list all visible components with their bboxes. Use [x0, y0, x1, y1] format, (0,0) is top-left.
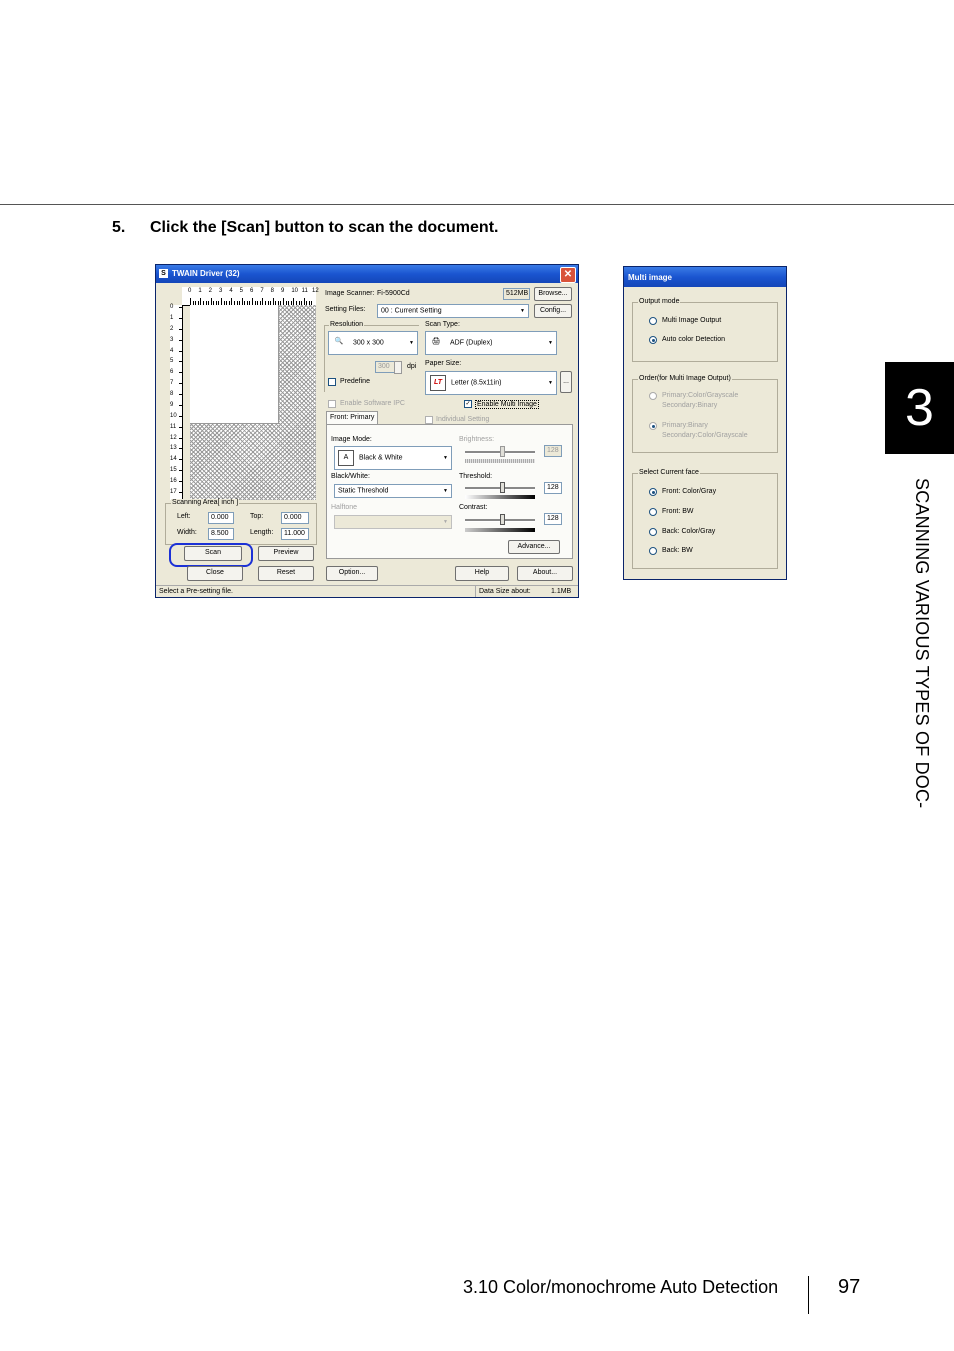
- width-input[interactable]: 8.500: [208, 528, 234, 540]
- ruler-v-tick: [179, 351, 182, 352]
- ruler-v-tick: [179, 361, 182, 362]
- width-label: Width:: [177, 529, 197, 536]
- setting-files-value: 00 : Current Setting: [381, 307, 442, 315]
- paper-size-more-button[interactable]: ...: [560, 371, 572, 393]
- bw-label: Black/White:: [331, 473, 370, 480]
- ruler-v-label: 5: [170, 358, 174, 365]
- reset-button[interactable]: Reset: [258, 566, 314, 581]
- ruler-v-tick: [179, 470, 182, 471]
- step-instruction: [112, 219, 498, 237]
- ruler-v-tick: [179, 416, 182, 417]
- ruler-h-tick: [211, 298, 212, 305]
- multi-image-window: [623, 266, 787, 580]
- ruler-v-label: 9: [170, 401, 174, 408]
- dpi-unit: dpi: [407, 363, 417, 370]
- order-group: [632, 375, 778, 453]
- chevron-down-icon[interactable]: [547, 332, 556, 354]
- ruler-h-label: 12: [312, 288, 319, 294]
- order-label: Order(for Multi Image Output): [639, 375, 731, 382]
- predefine-label: Predefine: [340, 378, 370, 385]
- current-face-label: Select Current face: [639, 469, 699, 476]
- resolution-label: Resolution: [330, 321, 364, 328]
- scanning-area-group: [165, 499, 317, 545]
- ruler-v-label: 14: [170, 456, 177, 463]
- multi-image-output-radio[interactable]: [649, 317, 657, 325]
- enable-multi-label: Enable Multi Image: [477, 401, 537, 408]
- dpi-spinner[interactable]: [394, 361, 402, 374]
- halftone-dropdown[interactable]: [334, 515, 452, 529]
- ruler-v-label: 0: [170, 304, 174, 310]
- paper-size-label: Paper Size:: [425, 360, 462, 367]
- ruler-v-tick: [179, 329, 182, 330]
- multi-image-title: Multi image: [628, 273, 673, 282]
- setting-files-dropdown[interactable]: [377, 304, 529, 318]
- order-primary-binary-radio[interactable]: [649, 422, 657, 430]
- face-back-color-label: Back: Color/Gray: [662, 528, 716, 535]
- ruler-h-tick: [283, 298, 284, 305]
- ruler-v-label: 8: [170, 391, 174, 398]
- order-primary-binary-line1: Primary:Binary: [662, 422, 708, 429]
- ruler-v-label: 2: [170, 325, 174, 332]
- scanner-model: Fi-5900Cd: [377, 290, 410, 297]
- help-button[interactable]: Help: [455, 566, 509, 581]
- twain-title: TWAIN Driver (32): [172, 269, 240, 278]
- current-face-group: [632, 469, 778, 569]
- tab-front-label: Front: Primary: [330, 414, 375, 421]
- ruler-h-label: 2: [208, 288, 212, 294]
- preview-button[interactable]: Preview: [258, 546, 314, 561]
- threshold-slider-thumb[interactable]: [500, 482, 505, 493]
- ruler-v-label: 16: [170, 478, 177, 485]
- chevron-down-icon[interactable]: [408, 332, 417, 354]
- twain-title-bar[interactable]: [156, 265, 578, 283]
- bw-value: Static Threshold: [338, 487, 389, 495]
- ruler-h-tick: [252, 298, 253, 305]
- brightness-slider-thumb[interactable]: [500, 446, 505, 457]
- ruler-v-label: 6: [170, 369, 174, 376]
- face-front-color-label: Front: Color/Gray: [662, 488, 717, 495]
- enable-multi-checkbox[interactable]: ✓: [465, 401, 471, 407]
- paper-preview: [190, 305, 279, 424]
- data-size-label: Data Size about:: [479, 588, 531, 595]
- left-input[interactable]: 0.000: [208, 512, 234, 524]
- predefine-checkbox[interactable]: [328, 378, 336, 386]
- ruler-h-label: 6: [250, 288, 254, 294]
- paper-icon: LT: [430, 375, 446, 391]
- option-button[interactable]: Option...: [326, 566, 378, 581]
- ruler-h-tick: [242, 298, 243, 305]
- auto-color-detection-radio[interactable]: [649, 336, 657, 344]
- auto-color-detection-label: Auto color Detection: [662, 336, 726, 343]
- order-primary-binary-line2: Secondary:Color/Grayscale: [662, 432, 748, 439]
- ruler-h-label: 11: [301, 288, 308, 294]
- ruler-v-label: 1: [170, 314, 174, 321]
- browse-button[interactable]: Browse...: [534, 287, 572, 301]
- ruler-v-tick: [179, 405, 182, 406]
- ruler-h-label: 5: [239, 288, 243, 294]
- ruler-v-tick: [179, 383, 182, 384]
- data-size-value: 1.1MB: [551, 588, 572, 595]
- individual-setting-checkbox[interactable]: [425, 416, 433, 424]
- step-number: 5.: [112, 219, 126, 236]
- ruler-h-tick: [293, 298, 294, 305]
- memory-display: 512MB: [503, 288, 530, 300]
- footer-divider: [808, 1276, 809, 1314]
- face-front-bw-radio[interactable]: [649, 508, 657, 516]
- ruler-h-label: 7: [260, 288, 264, 294]
- ruler-h-label: 9: [281, 288, 285, 294]
- face-front-bw-label: Front: BW: [662, 508, 694, 515]
- ruler-v-label: 11: [170, 423, 177, 430]
- enable-ipc-label: Enable Software IPC: [340, 400, 405, 407]
- image-mode-value: Black & White: [359, 454, 403, 462]
- image-mode-label: Image Mode:: [331, 436, 372, 443]
- ruler-v-label: 4: [170, 347, 174, 354]
- threshold-gradient: [465, 495, 535, 499]
- ruler-v-tick: [179, 372, 182, 373]
- ruler-v-label: 13: [170, 445, 177, 452]
- output-mode-group: [632, 298, 778, 362]
- threshold-value[interactable]: 128: [544, 482, 562, 494]
- ruler-v-label: 17: [170, 489, 177, 495]
- ruler-v-label: 10: [170, 412, 177, 419]
- left-label: Left:: [177, 513, 191, 520]
- length-input[interactable]: 11.000: [281, 528, 309, 540]
- vertical-ruler: [170, 305, 183, 500]
- top-label: Top:: [250, 513, 264, 520]
- horizontal-ruler: [182, 287, 319, 306]
- chevron-down-icon[interactable]: [442, 516, 451, 528]
- brightness-gradient: [465, 459, 535, 463]
- about-button[interactable]: About...: [517, 566, 573, 581]
- close-icon[interactable]: ✕: [560, 267, 576, 283]
- scan-type-dropdown[interactable]: [425, 331, 557, 355]
- ruler-v-label: 3: [170, 336, 174, 343]
- top-input[interactable]: 0.000: [281, 512, 309, 524]
- status-bar: [156, 585, 578, 597]
- ruler-h-label: 10: [291, 288, 299, 294]
- twain-driver-window: [155, 264, 579, 598]
- ruler-h-tick: [273, 298, 274, 305]
- scanner-icon: 🖨: [429, 335, 443, 349]
- config-button[interactable]: Config...: [534, 304, 572, 318]
- multi-image-output-label: Multi Image Output: [662, 317, 722, 324]
- ruler-v-label: 12: [170, 434, 177, 441]
- ruler-h-label: 3: [219, 288, 223, 294]
- resolution-dropdown[interactable]: [328, 331, 418, 355]
- chapter-tab: 3: [885, 362, 954, 454]
- paper-size-value: Letter (8.5x11in): [451, 379, 502, 387]
- step-text: Click the [Scan] button to scan the document.: [150, 219, 499, 236]
- dpi-input[interactable]: 300: [375, 361, 395, 373]
- scan-type-label: Scan Type:: [425, 321, 460, 328]
- image-mode-dropdown[interactable]: [334, 446, 452, 470]
- threshold-label: Threshold:: [459, 473, 493, 480]
- scanning-area-label: Scanning Area[ inch ]: [172, 499, 239, 506]
- resolution-value: 300 x 300: [353, 339, 384, 347]
- ruler-h-tick: [262, 298, 263, 305]
- order-primary-color-line1: Primary:Color/Grayscale: [662, 392, 739, 399]
- ruler-v-tick: [179, 307, 182, 308]
- header-rule: [0, 204, 954, 205]
- ruler-h-tick: [190, 298, 191, 305]
- magnifier-icon: 🔍: [332, 335, 346, 349]
- close-button[interactable]: Close: [187, 566, 243, 581]
- face-front-color-radio[interactable]: [649, 488, 657, 496]
- output-mode-label: Output mode: [639, 298, 680, 305]
- ruler-h-label: 1: [198, 288, 202, 294]
- page-number: 97: [838, 1276, 861, 1298]
- ruler-h-label: 4: [229, 288, 233, 294]
- chevron-down-icon[interactable]: [442, 447, 451, 469]
- face-back-bw-label: Back: BW: [662, 547, 693, 554]
- bw-document-icon: A: [338, 450, 354, 466]
- ruler-v-tick: [179, 448, 182, 449]
- ruler-h-tick: [221, 298, 222, 305]
- ruler-v-label: 15: [170, 467, 177, 474]
- scanner-label: Image Scanner:: [325, 290, 375, 297]
- ruler-v-tick: [179, 438, 182, 439]
- scan-button[interactable]: Scan: [184, 546, 242, 561]
- chevron-down-icon[interactable]: [547, 372, 556, 394]
- order-primary-color-radio[interactable]: [649, 392, 657, 400]
- multi-image-title-bar[interactable]: [624, 267, 786, 287]
- scanner-app-icon: S: [159, 269, 168, 278]
- paper-size-dropdown[interactable]: [425, 371, 557, 395]
- length-label: Length:: [250, 529, 274, 536]
- halftone-label: Halftone: [331, 504, 358, 511]
- ruler-h-tick: [304, 298, 305, 305]
- contrast-gradient: [465, 528, 535, 532]
- status-divider: [475, 586, 476, 597]
- bw-dropdown[interactable]: [334, 484, 452, 498]
- ruler-v-tick: [179, 427, 182, 428]
- tab-front-primary[interactable]: [326, 411, 378, 425]
- ruler-v-tick: [179, 481, 182, 482]
- ruler-v-tick: [179, 394, 182, 395]
- face-back-bw-radio[interactable]: [649, 547, 657, 555]
- preview-area[interactable]: [190, 305, 316, 500]
- contrast-label: Contrast:: [459, 504, 488, 511]
- face-back-color-radio[interactable]: [649, 528, 657, 536]
- chapter-title: SCANNING VARIOUS TYPES OF DOC-: [912, 478, 932, 809]
- status-message: Select a Pre-setting file.: [159, 588, 233, 595]
- scan-type-value: ADF (Duplex): [450, 339, 493, 347]
- ruler-v-tick: [179, 492, 182, 493]
- contrast-value[interactable]: 128: [544, 513, 562, 525]
- setting-files-label: Setting Files:: [325, 306, 366, 313]
- ruler-h-label: 0: [188, 288, 192, 294]
- chevron-down-icon[interactable]: [442, 485, 451, 497]
- ruler-v-tick: [179, 459, 182, 460]
- advance-button[interactable]: Advance...: [508, 540, 560, 554]
- chevron-down-icon[interactable]: [519, 305, 528, 317]
- ruler-v-tick: [179, 318, 182, 319]
- footer-section-title: 3.10 Color/monochrome Auto Detection: [463, 1277, 779, 1297]
- order-primary-color-line2: Secondary:Binary: [662, 402, 718, 409]
- ruler-h-tick: [200, 298, 201, 305]
- brightness-label: Brightness:: [459, 436, 495, 443]
- chapter-title-vertical: [902, 478, 942, 898]
- contrast-slider-thumb[interactable]: [500, 514, 505, 525]
- ruler-h-tick: [231, 298, 232, 305]
- ruler-h-label: 8: [270, 288, 274, 294]
- ruler-v-tick: [179, 340, 182, 341]
- ruler-v-label: 7: [170, 380, 174, 387]
- individual-setting-label: Individual Setting: [436, 416, 490, 423]
- enable-ipc-checkbox[interactable]: [328, 400, 336, 408]
- brightness-value[interactable]: 128: [544, 445, 562, 457]
